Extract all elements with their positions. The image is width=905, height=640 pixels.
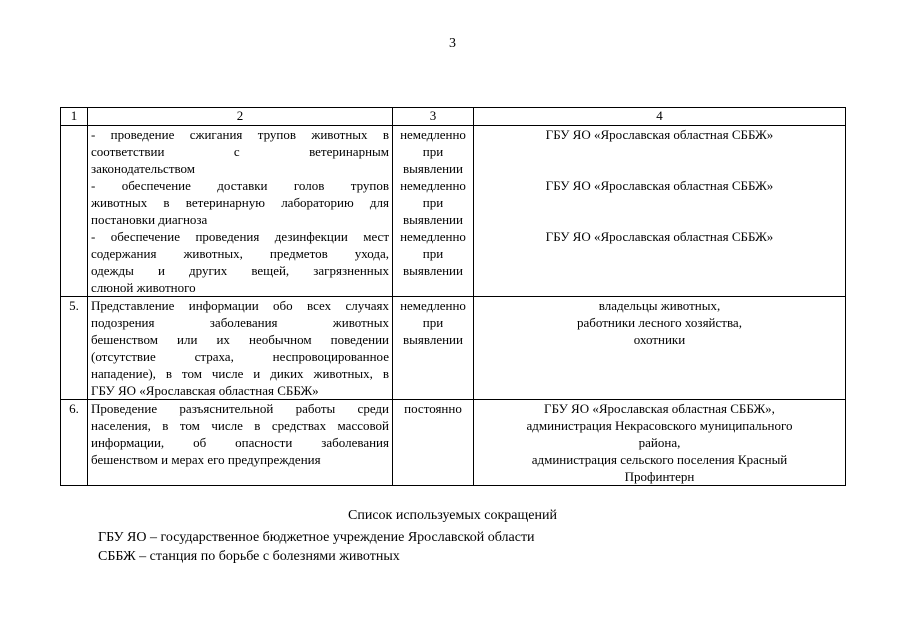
measure-line: - обеспечение проведения дезинфекции мест (91, 229, 389, 244)
measure-line: соответствии с ветеринарным (91, 144, 389, 159)
abbreviation-item: СББЖ – станция по борьбе с болезнями животных (98, 549, 400, 564)
table-row (61, 400, 846, 486)
measure-line: законодательством (91, 161, 196, 176)
table-row (61, 297, 846, 400)
time-line: немедленно (400, 229, 466, 244)
time-line: выявлении (403, 332, 463, 347)
time-line: немедленно (400, 127, 466, 142)
header-col-1: 1 (61, 108, 88, 126)
responsible-line: ГБУ ЯО «Ярославская областная СББЖ», (544, 401, 775, 416)
measure-line: нападение), в том числе и диких животных, в (91, 366, 389, 381)
measure-line: бешенством и мерах его предупреждения (91, 452, 321, 467)
measure-cell (88, 177, 393, 228)
responsible-cell (474, 400, 846, 486)
abbreviation-item: ГБУ ЯО – государственное бюджетное учреждение Ярославской области (98, 530, 535, 545)
measure-line: одежды и других вещей, загрязненных (91, 263, 389, 278)
measure-line: Проведение разъяснительной работы среди (91, 401, 389, 416)
measure-cell (88, 400, 393, 486)
table-row (61, 126, 846, 178)
measure-line: слюной животного (91, 280, 196, 295)
time-line: выявлении (403, 212, 463, 227)
measure-line: населения, в том числе в средствах массовой (91, 418, 389, 433)
time-line: при (422, 246, 444, 261)
table-header-row (61, 108, 846, 126)
header-col-4: 4 (474, 108, 846, 126)
time-line: при (422, 315, 444, 330)
row-number-cell: 5. (61, 297, 88, 400)
responsible-line: администрация сельского поселения Красный (531, 452, 788, 467)
time-line: постоянно (404, 401, 462, 416)
measure-line: (отсутствие страха, неспровоцированное (91, 349, 389, 364)
measure-cell (88, 297, 393, 400)
responsible-line: района, (638, 435, 681, 450)
responsible-line: владельцы животных, (598, 298, 721, 313)
table-row (61, 177, 846, 228)
measure-line: подозрения заболевания животных (91, 315, 389, 330)
responsible-line: администрация Некрасовского муниципального (526, 418, 793, 433)
responsible-line: охотники (633, 332, 686, 347)
responsible-cell (474, 228, 846, 297)
measure-cell (88, 126, 393, 178)
responsible-line: ГБУ ЯО «Ярославская областная СББЖ» (545, 178, 774, 193)
time-line: выявлении (403, 263, 463, 278)
measure-line: животных в ветеринарную лабораторию для (91, 195, 389, 210)
responsible-line: ГБУ ЯО «Ярославская областная СББЖ» (545, 127, 774, 142)
measure-line: бешенством или их необычном поведении (91, 332, 389, 347)
measure-line: содержания животных, предметов ухода, (91, 246, 389, 261)
table-row (61, 228, 846, 297)
time-cell (393, 126, 474, 178)
header-col-2: 2 (88, 108, 393, 126)
responsible-cell (474, 177, 846, 228)
responsible-cell (474, 126, 846, 178)
measure-line: - обеспечение доставки голов трупов (91, 178, 389, 193)
time-cell (393, 177, 474, 228)
responsible-line: Профинтерн (624, 469, 695, 484)
header-col-3: 3 (393, 108, 474, 126)
time-line: при (422, 144, 444, 159)
time-line: немедленно (400, 178, 466, 193)
time-line: при (422, 195, 444, 210)
time-cell (393, 228, 474, 297)
measures-table (60, 107, 846, 486)
measure-line: информации, об опасности заболевания (91, 435, 389, 450)
responsible-cell (474, 297, 846, 400)
measure-line: - проведение сжигания трупов животных в (91, 127, 389, 142)
responsible-line: работники лесного хозяйства, (577, 315, 742, 330)
measure-line: Представление информации обо всех случаях (91, 298, 389, 313)
row-number-cell: 6. (61, 400, 88, 486)
measure-line: постановки диагноза (91, 212, 208, 227)
abbreviations-title: Список используемых сокращений (348, 508, 557, 523)
time-cell (393, 297, 474, 400)
responsible-line: ГБУ ЯО «Ярославская областная СББЖ» (545, 229, 774, 244)
measure-line: ГБУ ЯО «Ярославская областная СББЖ» (91, 383, 319, 398)
time-line: выявлении (403, 161, 463, 176)
time-line: немедленно (400, 298, 466, 313)
time-cell (393, 400, 474, 486)
row-number-cell (61, 126, 88, 297)
measure-cell (88, 228, 393, 297)
page-number: 3 (449, 36, 456, 51)
